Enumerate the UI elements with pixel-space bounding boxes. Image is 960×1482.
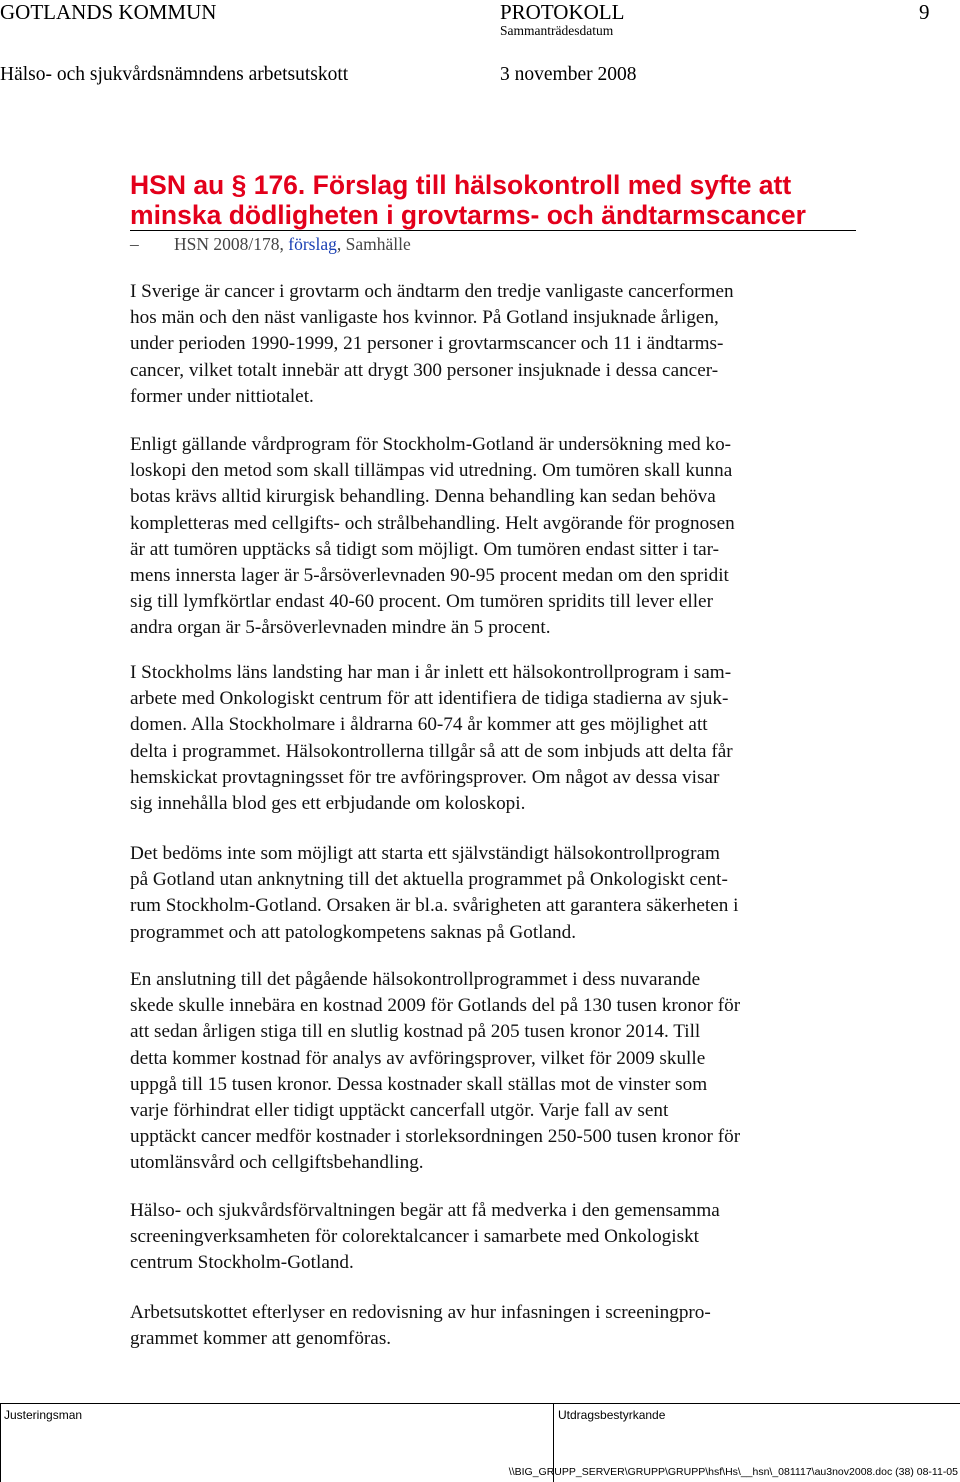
paragraph-line: I Sverige är cancer i grovtarm och ändtarm den tredje vanligaste cancerformen [130,281,734,302]
paragraph-line: screeningverksamheten för colorektalcancer i samarbete med Onkologiskt [130,1226,700,1248]
paragraph-line: under perioden 1990-1999, 21 personer i grovtarmscancer och 11 i ändtarms- [130,333,724,355]
paragraph-line: delta i programmet. Hälsokontrollerna tillgår så att de som inbjuds att delta får [130,740,733,762]
paragraph-3 [130,660,850,817]
paragraph-line: utomlänsvård och cellgiftsbehandling. [130,1152,424,1174]
paragraph-line: I Stockholms läns landsting har man i år inlett ett hälsokontrollprogram i sam- [130,662,732,683]
paragraph-1 [130,279,850,410]
footer-file-path: \\BIG_GRUPP_SERVER\GRUPP\GRUPP\hsf\Hs\__hsn\_081117\au3nov2008.doc (38) 08-11-05 [508,1466,958,1478]
paragraph-line: mens innersta lager är 5-årsöverlevnaden 90-95 procent medan om den spridit [130,565,729,587]
paragraph-line: sig till lymfkörtlar endast 40-60 procent. Om tumören spridits till lever eller [130,591,713,613]
paragraph-line: hemskickat provtagningsset för tre avföringsprover. Om något av dessa visar [130,766,720,788]
paragraph-line: botas krävs alltid kirurgisk behandling. Denna behandling kan sedan behöva [130,486,716,508]
paragraph-6 [130,1198,850,1277]
paragraph-line: att sedan årligen stiga till en slutlig kostnad på 205 tusen kronor 2014. Till [130,1021,701,1043]
municipality-name: GOTLANDS KOMMUN [0,0,217,24]
paragraph-7 [130,1300,850,1352]
paragraph-line: programmet och att patologkompetens saknas på Gotland. [130,921,576,943]
page-number: 9 [919,0,930,24]
meeting-date-label: Sammanträdesdatum [500,23,614,38]
meeting-date: 3 november 2008 [500,64,637,85]
document-type: PROTOKOLL [500,0,625,24]
footer-certification-label: Utdragsbestyrkande [558,1408,666,1422]
paragraph-line: arbete med Onkologiskt centrum för att identifiera de tidiga stadierna av sjuk- [130,688,729,710]
paragraph-line: cancer, vilket totalt innebär att drygt 300 personer insjuknade i dessa cancer- [130,359,719,381]
paragraph-line: former under nittiotalet. [130,385,314,407]
paragraph-line: hos män och den näst vanligaste hos kvinnor. På Gotland insjuknade årligen, [130,307,719,329]
paragraph-4 [130,841,850,946]
paragraph-line: skede skulle innebära en kostnad 2009 för Gotlands del på 130 tusen kronor för [130,995,741,1017]
item-title-line-1: HSN au § 176. Förslag till hälsokontroll med syfte att [130,170,792,200]
paragraph-line: sig innehålla blod ges ett erbjudande om koloskopi. [130,793,526,815]
committee-name: Hälso- och sjukvårdsnämndens arbetsutskott [0,64,349,85]
paragraph-line: rum Stockholm-Gotland. Orsaken är bl.a. svårigheten att garantera säkerheten i [130,895,739,917]
item-title [130,170,860,230]
paragraph-line: uppgå till 15 tusen kronor. Dessa kostnader skall ställas mot de vinster som [130,1073,708,1095]
paragraph-line: Arbetsutskottet efterlyser en redovisning av hur infasningen i screeningpro- [130,1302,711,1323]
reference-dash: – [130,234,139,254]
paragraph-line: loskopi den metod som skall tillämpas vid utredning. Om tumören skall kunna [130,460,733,482]
paragraph-line: Hälso- och sjukvårdsförvaltningen begär att få medverka i den gemensamma [130,1200,720,1221]
paragraph-2 [130,432,850,642]
item-reference [130,234,411,255]
proposal-link[interactable]: förslag [288,234,337,254]
paragraph-line: grammet kommer att genomföras. [130,1328,392,1350]
footer-adjuster-label: Justeringsman [4,1408,83,1422]
title-divider [130,230,856,231]
paragraph-line: Det bedöms inte som möjligt att starta ett självständigt hälsokontrollprogram [130,843,720,864]
paragraph-line: En anslutning till det pågående hälsokontrollprogrammet i dess nuvarande [130,969,701,990]
paragraph-line: Enligt gällande vårdprogram för Stockholm-Gotland är undersökning med ko- [130,434,732,455]
paragraph-line: är att tumören upptäcks så tidigt som möjligt. Om tumören endast sitter i tar- [130,538,719,560]
footer-top-rule [0,1403,960,1404]
paragraph-line: andra organ är 5-årsöverlevnaden mindre än 5 procent. [130,617,551,639]
paragraph-line: på Gotland utan anknytning till det aktuella programmet på Onkologiskt cent- [130,869,728,891]
paragraph-line: upptäckt cancer medför kostnader i storleksordningen 250-500 tusen kronor för [130,1126,741,1148]
reference-suffix: , Samhälle [336,234,411,254]
reference-prefix: HSN 2008/178, [174,234,289,254]
item-title-line-2: minska dödligheten i grovtarms- och ändtarmscancer [130,200,806,230]
paragraph-line: centrum Stockholm-Gotland. [130,1252,354,1274]
paragraph-line: kompletteras med cellgifts- och strålbehandling. Helt avgörande för prognosen [130,512,735,534]
paragraph-line: varje förhindrat eller tidigt upptäckt cancerfall utgör. Varje fall av sent [130,1100,669,1122]
footer-left-border [0,1403,1,1482]
paragraph-5 [130,967,850,1177]
paragraph-line: domen. Alla Stockholmare i åldrarna 60-74 år kommer att ges möjlighet att [130,714,708,736]
paragraph-line: detta kommer kostnad för analys av avföringsprover, vilket för 2009 skulle [130,1047,706,1069]
